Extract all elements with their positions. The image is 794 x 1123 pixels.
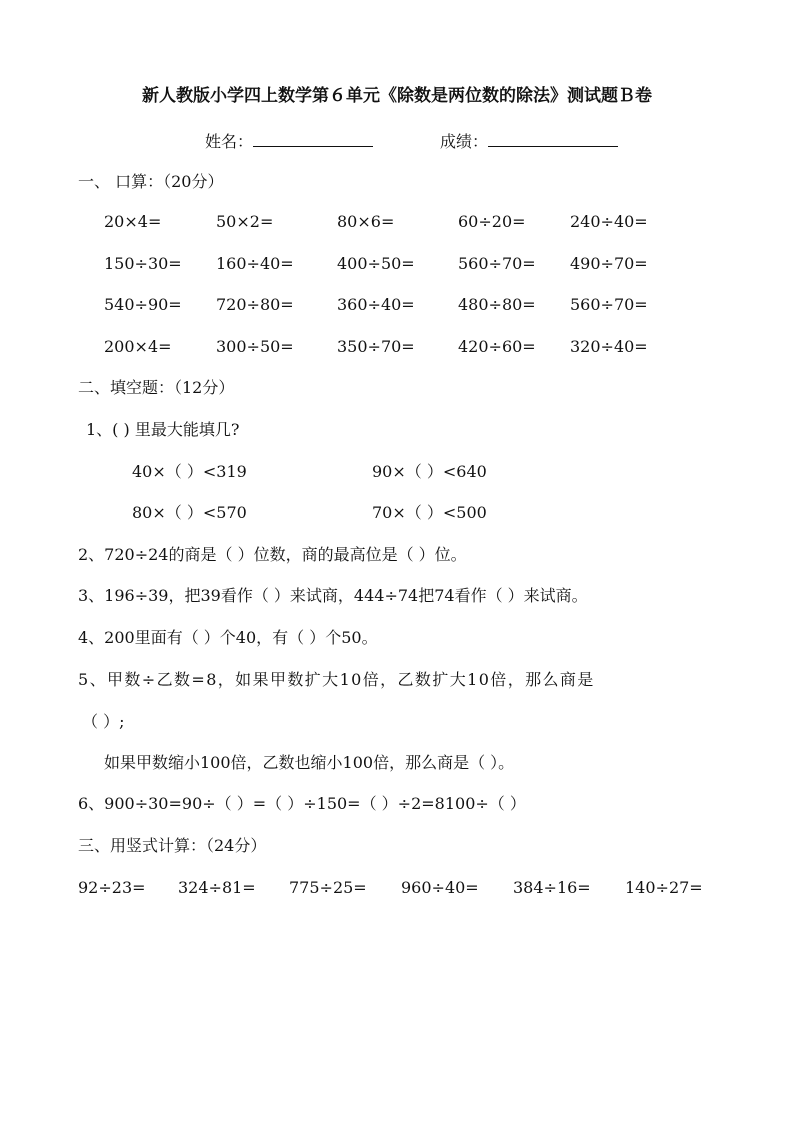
oral-item: 300÷50=	[216, 337, 294, 356]
oral-item: 720÷80=	[216, 295, 294, 314]
name-field[interactable]	[205, 130, 373, 152]
vertical-calc-item: 384÷16=	[513, 878, 591, 897]
section3-heading: 三、用竖式计算：（24分）	[78, 836, 267, 855]
oral-item: 360÷40=	[337, 295, 415, 314]
section1-heading: 一、 口算：（20分）	[78, 172, 224, 191]
inequality-item: 40×（ ）<319	[132, 462, 247, 481]
vertical-calc-item: 960÷40=	[401, 878, 479, 897]
inequality-item: 80×（ ）<570	[132, 503, 247, 522]
oral-item: 240÷40=	[570, 212, 648, 231]
oral-item: 560÷70=	[570, 295, 648, 314]
oral-item: 150÷30=	[104, 254, 182, 273]
oral-item: 200×4=	[104, 337, 172, 356]
question-4: 4、200里面有（ ）个40，有（ ）个50。	[78, 628, 378, 647]
question-5-line-2: （ ）;	[82, 712, 125, 731]
name-label: 姓名：	[205, 132, 254, 151]
vertical-calc-item: 775÷25=	[289, 878, 367, 897]
oral-item: 420÷60=	[458, 337, 536, 356]
question-5-line-3: 如果甲数缩小100倍，乙数也缩小100倍，那么商是（ ）。	[104, 753, 515, 772]
oral-item: 80×6=	[337, 212, 395, 231]
question-6: 6、900÷30=90÷（ ）=（ ）÷150=（ ）÷2=8100÷（ ）	[78, 794, 526, 813]
score-field[interactable]	[440, 130, 618, 152]
oral-item: 320÷40=	[570, 337, 648, 356]
page-title: 新人教版小学四上数学第６单元《除数是两位数的除法》测试题Ｂ卷	[142, 86, 652, 106]
inequality-item: 90×（ ）<640	[372, 462, 487, 481]
oral-item: 560÷70=	[458, 254, 536, 273]
score-label: 成绩：	[440, 132, 489, 151]
name-blank[interactable]	[253, 130, 373, 147]
score-blank[interactable]	[488, 130, 618, 147]
question-3: 3、196÷39，把39看作（ ）来试商，444÷74把74看作（ ）来试商。	[78, 586, 588, 605]
oral-item: 50×2=	[216, 212, 274, 231]
inequality-item: 70×（ ）<500	[372, 503, 487, 522]
oral-item: 350÷70=	[337, 337, 415, 356]
oral-item: 60÷20=	[458, 212, 526, 231]
oral-item: 540÷90=	[104, 295, 182, 314]
oral-item: 490÷70=	[570, 254, 648, 273]
question-5-line-1: 5、甲数÷乙数=8，如果甲数扩大10倍，乙数扩大10倍，那么商是	[78, 670, 595, 689]
oral-item: 480÷80=	[458, 295, 536, 314]
vertical-calc-item: 140÷27=	[625, 878, 703, 897]
oral-item: 160÷40=	[216, 254, 294, 273]
vertical-calc-item: 92÷23=	[78, 878, 146, 897]
question-2: 2、720÷24的商是（ ）位数，商的最高位是（ ）位。	[78, 545, 467, 564]
oral-item: 20×4=	[104, 212, 162, 231]
vertical-calc-item: 324÷81=	[178, 878, 256, 897]
oral-item: 400÷50=	[337, 254, 415, 273]
question-1: 1、( ) 里最大能填几?	[86, 420, 240, 439]
section2-heading: 二、填空题：（12分）	[78, 378, 235, 397]
